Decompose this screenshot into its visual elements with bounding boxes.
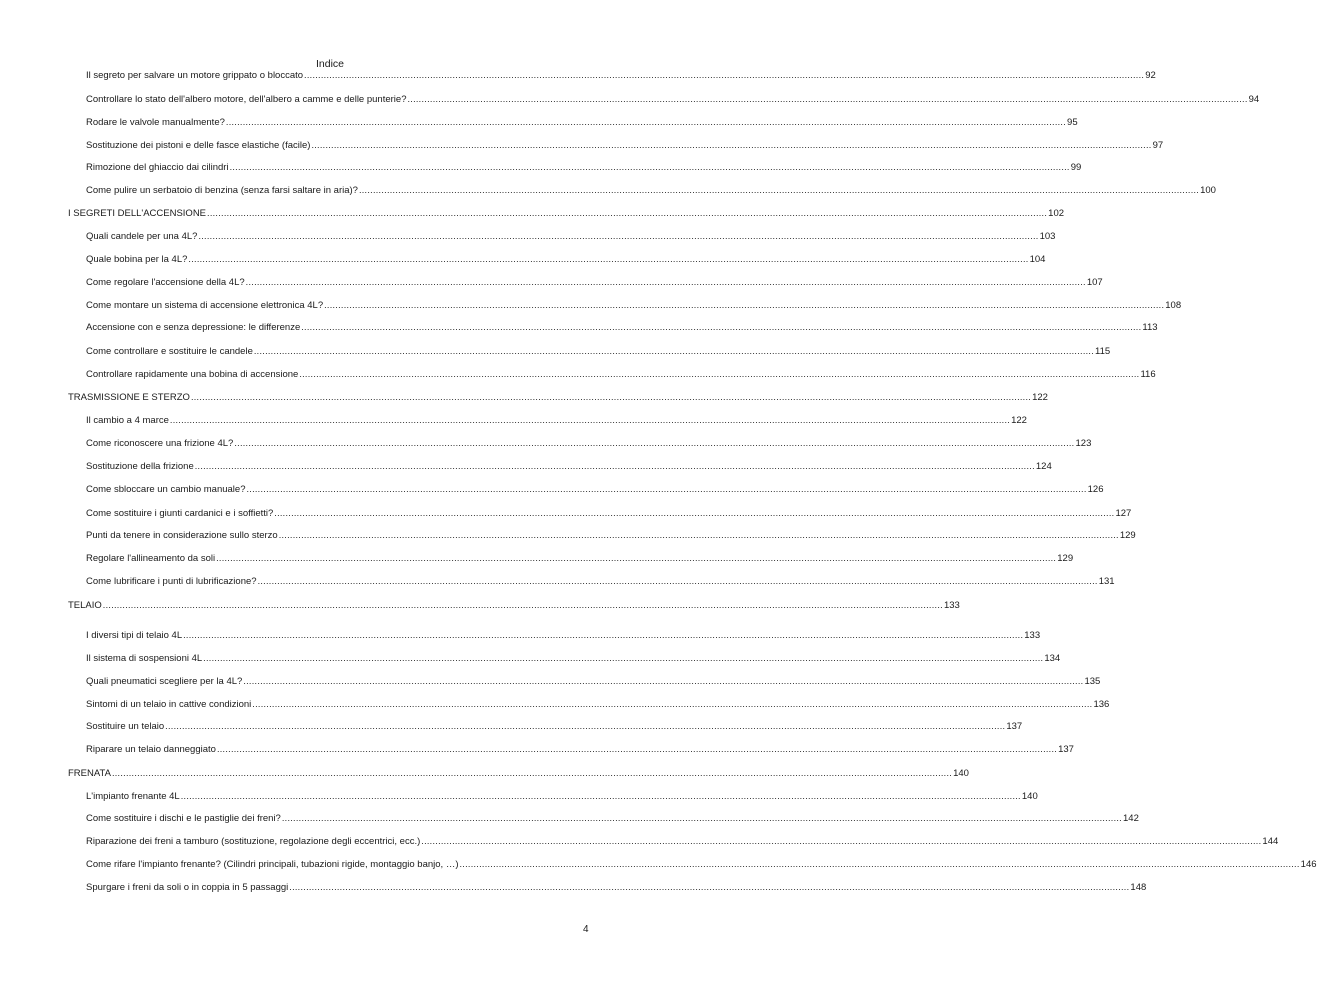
toc-entry-page: 133 [943,600,960,611]
toc-entry-page: 140 [1021,791,1038,802]
dot-leader: ............................................................................................................................................................................................................................................................................................................ [229,162,1070,172]
toc-entry-title: Sostituire un telaio [86,721,165,732]
dot-leader: ............................................................................................................................................................................................................................................................................................................ [252,699,1093,709]
dot-leader: ............................................................................................................................................................................................................................................................................................................ [245,277,1086,287]
dot-leader: ............................................................................................................................................................................................................................................................................................................ [216,744,1058,754]
dot-leader: ............................................................................................................................................................................................................................................................................................................ [274,508,1115,518]
toc-entry-page: 148 [1130,882,1147,893]
toc-entry-title: Accensione con e senza depressione: le differenze [86,322,301,333]
toc-entry-page: 140 [953,768,969,779]
toc-entry-title: Riparare un telaio danneggiato [86,744,216,755]
toc-entry[interactable] [86,744,1074,756]
toc-entry[interactable] [86,369,1156,381]
dot-leader: ............................................................................................................................................................................................................................................................................................................ [190,392,1032,402]
toc-entry-title: Il cambio a 4 marce [86,415,169,426]
dot-leader: ............................................................................................................................................................................................................................................................................................................ [289,882,1130,892]
toc-entry[interactable] [86,94,1260,106]
toc-entry-title: Come montare un sistema di accensione elettronica 4L? [86,300,324,311]
toc-entry-title: L'impianto frenante 4L [86,791,180,802]
toc-entry-title: Sostituzione della frizione [86,461,194,472]
toc-entry-title: Come sostituire i giunti cardanici e i soffietti? [86,508,274,519]
dot-leader: ............................................................................................................................................................................................................................................................................................................ [198,231,1039,241]
toc-entry[interactable] [86,508,1132,520]
toc-entry-page: 137 [1058,744,1074,755]
dot-leader: ............................................................................................................................................................................................................................................................................................................ [194,461,1035,471]
toc-entry-title: Riparazione dei freni a tamburo (sostituzione, regolazione degli eccentrici, ecc.) [86,836,421,847]
toc-entry-page: 129 [1119,530,1136,541]
toc-entry[interactable] [86,70,1156,82]
toc-entry-title: Come pulire un serbatoio di benzina (senza farsi saltare in aria)? [86,185,358,196]
toc-entry[interactable] [86,813,1139,825]
toc-entry-page: 94 [1248,94,1260,105]
toc-entry[interactable] [86,721,1023,733]
toc-entry[interactable] [86,438,1092,450]
toc-entry[interactable] [86,882,1147,894]
toc-entry[interactable] [86,231,1056,243]
dot-leader: ............................................................................................................................................................................................................................................................................................................ [253,346,1095,356]
toc-entry-page: 133 [1024,630,1041,641]
toc-entry-page: 137 [1006,721,1023,732]
dot-leader: ............................................................................................................................................................................................................................................................................................................ [203,653,1044,663]
toc-entry-title: Come sbloccare un cambio manuale? [86,484,246,495]
toc-entry-title: Sostituzione dei pistoni e delle fasce elastiche (facile) [86,140,311,151]
toc-entry-page: 92 [1145,70,1156,81]
toc-entry-page: 127 [1115,508,1132,519]
toc-entry[interactable] [86,415,1027,427]
dot-leader: ............................................................................................................................................................................................................................................................................................................ [165,721,1006,731]
toc-entry-page: 142 [1123,813,1139,824]
dot-leader: ............................................................................................................................................................................................................................................................................................................ [169,415,1011,425]
page-header: Indice [315,58,345,70]
toc-entry-page: 100 [1200,185,1216,196]
toc-entry-page: 99 [1070,162,1082,173]
toc-entry-page: 135 [1084,676,1101,687]
toc-entry-page: 104 [1029,254,1046,265]
dot-leader: ............................................................................................................................................................................................................................................................................................................ [304,70,1145,80]
toc-entry-page: 107 [1086,277,1103,288]
toc-entry-title: I SEGRETI DELL'ACCENSIONE [68,208,207,219]
toc-entry-title: TRASMISSIONE E STERZO [68,392,190,403]
toc-entry-page: 113 [1142,322,1158,333]
toc-entry[interactable] [86,300,1182,312]
toc-entry-page: 129 [1057,553,1074,564]
toc-entry-page: 144 [1262,836,1279,847]
dot-leader: ............................................................................................................................................................................................................................................................................................................ [183,630,1024,640]
toc-entry[interactable] [86,185,1216,197]
toc-entry-title: I diversi tipi di telaio 4L [86,630,183,641]
toc-entry[interactable] [86,277,1103,289]
toc-entry-page: 122 [1032,392,1048,403]
toc-entry-title: Controllare lo stato dell'albero motore, dell'albero a camme e delle punterie? [86,94,407,105]
toc-entry-title: Punti da tenere in considerazione sullo sterzo [86,530,278,541]
toc-entry[interactable] [86,653,1061,665]
toc-entry-page: 146 [1300,859,1317,870]
dot-leader: ............................................................................................................................................................................................................................................................................................................ [299,369,1140,379]
toc-entry-page: 103 [1039,231,1056,242]
dot-leader: ............................................................................................................................................................................................................................................................................................................ [407,94,1248,104]
toc-entry[interactable] [86,859,1317,871]
toc-entry-title: Spurgare i freni da soli o in coppia in 5 passaggi [86,882,289,893]
toc-entry-title: Come sostituire i dischi e le pastiglie dei freni? [86,813,281,824]
toc-entry-page: 116 [1140,369,1156,380]
dot-leader: ............................................................................................................................................................................................................................................................................................................ [421,836,1262,846]
toc-entry-page: 102 [1048,208,1065,219]
toc-entry-title: Rodare le valvole manualmente? [86,117,225,128]
dot-leader: ............................................................................................................................................................................................................................................................................................................ [278,530,1119,540]
toc-entry[interactable] [86,630,1041,642]
dot-leader: ............................................................................................................................................................................................................................................................................................................ [246,484,1087,494]
dot-leader: ............................................................................................................................................................................................................................................................................................................ [358,185,1200,195]
toc-entry-page: 115 [1095,346,1111,357]
toc-entry[interactable] [86,322,1158,334]
toc-section-heading[interactable] [68,392,1048,404]
dot-leader: ............................................................................................................................................................................................................................................................................................................ [102,600,943,610]
toc-entry[interactable] [86,576,1115,588]
dot-leader: ............................................................................................................................................................................................................................................................................................................ [111,768,953,778]
toc-entry-page: 134 [1044,653,1061,664]
toc-entry-page: 131 [1098,576,1115,587]
toc-entry[interactable] [86,461,1052,473]
dot-leader: ............................................................................................................................................................................................................................................................................................................ [180,791,1021,801]
toc-entry-title: TELAIO [68,600,102,611]
dot-leader: ............................................................................................................................................................................................................................................................................................................ [311,140,1152,150]
toc-entry-title: Rimozione del ghiaccio dai cilindri [86,162,229,173]
toc-entry-title: Come lubrificare i punti di lubrificazione? [86,576,257,587]
toc-entry[interactable] [86,836,1279,848]
toc-entry[interactable] [86,484,1104,496]
toc-entry[interactable] [86,117,1078,129]
toc-entry-title: Quali pneumatici scegliere per la 4L? [86,676,243,687]
toc-entry-page: 122 [1011,415,1027,426]
toc-entry-title: Come controllare e sostituire le candele [86,346,253,357]
toc-entry-title: Regolare l'allineamento da soli [86,553,216,564]
dot-leader: ............................................................................................................................................................................................................................................................................................................ [324,300,1165,310]
dot-leader: ............................................................................................................................................................................................................................................................................................................ [225,117,1067,127]
dot-leader: ............................................................................................................................................................................................................................................................................................................ [207,208,1048,218]
toc-entry[interactable] [86,553,1074,565]
toc-entry-title: Il segreto per salvare un motore grippato o bloccato [86,70,304,81]
toc-section-heading[interactable] [68,208,1065,220]
toc-entry[interactable] [86,676,1101,688]
dot-leader: ............................................................................................................................................................................................................................................................................................................ [301,322,1142,332]
toc-entry-title: Come regolare l'accensione della 4L? [86,277,245,288]
dot-leader: ............................................................................................................................................................................................................................................................................................................ [281,813,1122,823]
toc-entry[interactable] [86,530,1136,542]
dot-leader: ............................................................................................................................................................................................................................................................................................................ [257,576,1098,586]
toc-entry-title: Sintomi di un telaio in cattive condizioni [86,699,252,710]
toc-entry-page: 123 [1075,438,1092,449]
dot-leader: ............................................................................................................................................................................................................................................................................................................ [234,438,1075,448]
page-number: 4 [583,924,589,935]
toc-entry-title: Come rifare l'impianto frenante? (Cilindri principali, tubazioni rigide, montaggio banjo, …) [86,859,459,870]
dot-leader: ............................................................................................................................................................................................................................................................................................................ [188,254,1029,264]
toc-entry-title: Il sistema di sospensioni 4L [86,653,203,664]
toc-entry[interactable] [86,699,1110,711]
toc-entry-title: Quale bobina per la 4L? [86,254,188,265]
toc-entry-page: 124 [1035,461,1052,472]
toc-entry[interactable] [86,346,1111,358]
toc-entry[interactable] [86,140,1164,152]
toc-entry[interactable] [86,254,1046,266]
toc-entry-page: 136 [1093,699,1110,710]
dot-leader: ............................................................................................................................................................................................................................................................................................................ [459,859,1300,869]
toc-entry-page: 95 [1067,117,1078,128]
toc-section-heading[interactable] [68,600,960,612]
toc-entry[interactable] [86,162,1082,174]
toc-entry-page: 126 [1087,484,1104,495]
toc-entry-page: 97 [1152,140,1164,151]
toc-entry-title: FRENATA [68,768,111,779]
toc-section-heading[interactable] [68,768,969,780]
toc-entry[interactable] [86,791,1038,803]
dot-leader: ............................................................................................................................................................................................................................................................................................................ [243,676,1084,686]
toc-entry-title: Quali candele per una 4L? [86,231,198,242]
toc-entry-title: Come riconoscere una frizione 4L? [86,438,234,449]
dot-leader: ............................................................................................................................................................................................................................................................................................................ [216,553,1057,563]
toc-entry-page: 108 [1165,300,1182,311]
toc-entry-title: Controllare rapidamente una bobina di accensione [86,369,299,380]
